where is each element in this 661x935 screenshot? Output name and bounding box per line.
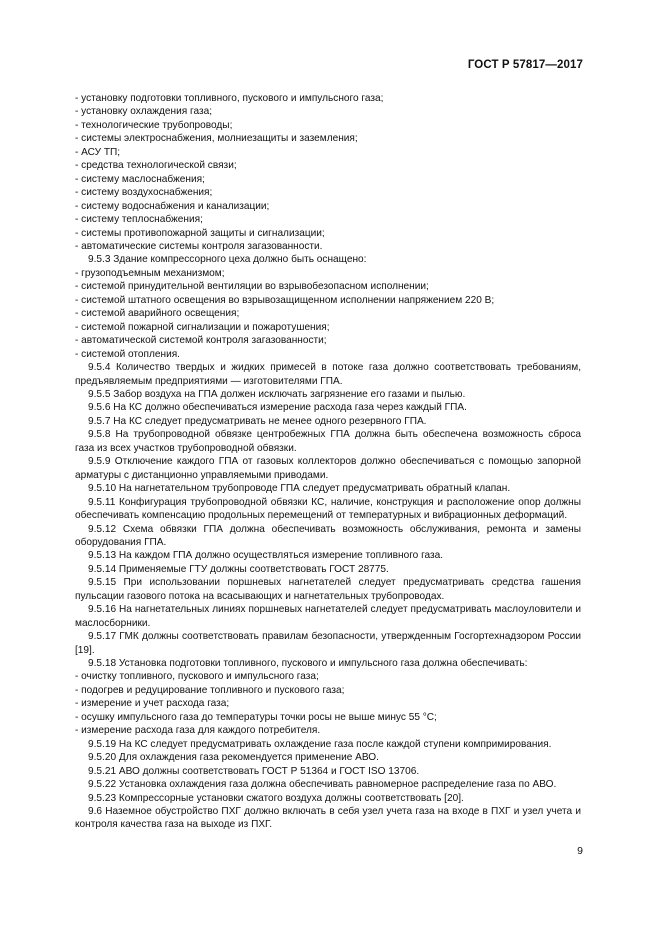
list-item: - грузоподъемным механизмом; bbox=[75, 267, 225, 279]
list-item: - системой аварийного освещения; bbox=[75, 308, 240, 320]
list-item: - подогрев и редуцирование топливного и пускового газа; bbox=[75, 684, 345, 696]
page-number: 9 bbox=[577, 845, 583, 857]
list-item: - автоматической системой контроля загазованности; bbox=[75, 335, 327, 347]
equipment-list bbox=[75, 92, 581, 253]
clause-9-5-7: 9.5.7 На КС следует предусматривать не менее одного резервного ГПА. bbox=[88, 415, 427, 427]
clause-9-5-15: 9.5.15 При использовании поршневых нагнетателей следует предусматривать средства гашения пульсации газового потока на всасывающих и нагнетательных трубопроводах. bbox=[75, 577, 581, 602]
clause-9-5-8: 9.5.8 На трубопроводной обвязке центробежных ГПА должна быть обеспечена возможность сброса газа из всех участков трубопроводной обвязки. bbox=[75, 429, 581, 454]
list-item: - средства технологической связи; bbox=[75, 160, 237, 172]
building-equipment-list bbox=[75, 267, 581, 361]
clause-9-5-4: 9.5.4 Количество твердых и жидких примесей в потоке газа должно соответствовать требованиям, предъявляемым предприятиями — изготовителями ГПА. bbox=[75, 362, 581, 387]
list-item: - автоматические системы контроля загазованности. bbox=[75, 240, 323, 252]
clause-9-5-20: 9.5.20 Для охлаждения газа рекомендуется применение АВО. bbox=[88, 752, 379, 764]
clause-9-5-6: 9.5.6 На КС должно обеспечиваться измерение расхода газа через каждый ГПА. bbox=[88, 402, 467, 414]
clause-9-5-11: 9.5.11 Конфигурация трубопроводной обвязки КС, наличие, конструкция и расположение опор должны обеспечивать компенсацию продольных перемещений от температурных и вибрационных деформаций. bbox=[75, 496, 581, 522]
list-item: - системы противопожарной защиты и сигнализации; bbox=[75, 227, 325, 239]
list-item: - систему воздухоснабжения; bbox=[75, 187, 213, 199]
list-item: - установку охлаждения газа; bbox=[75, 106, 212, 118]
document-code: ГОСТ Р 57817—2017 bbox=[467, 59, 583, 71]
clause-9-5-10: 9.5.10 На нагнетательном трубопроводе ГПА следует предусматривать обратный клапан. bbox=[88, 483, 511, 495]
list-item: - измерение расхода газа для каждого потребителя. bbox=[75, 725, 321, 737]
clause-9-5-21: 9.5.21 АВО должны соответствовать ГОСТ Р 51364 и ГОСТ ISO 13706. bbox=[88, 765, 420, 777]
list-item: - АСУ ТП; bbox=[75, 146, 121, 158]
clause-9-5-18: 9.5.18 Установка подготовки топливного, пускового и импульсного газа должна обеспечивать: bbox=[88, 658, 528, 670]
clause-9-5-19: 9.5.19 На КС следует предусматривать охлаждение газа после каждой ступени компримирования. bbox=[88, 738, 552, 750]
clause-9-5-9: 9.5.9 Отключение каждого ГПА от газовых коллекторов должно обеспечиваться с помощью запорной арматуры с дистанционно управляемыми приводами. bbox=[75, 456, 581, 481]
clause-9-5-5: 9.5.5 Забор воздуха на ГПА должен исключать загрязнение его газами и пылью. bbox=[88, 388, 466, 400]
list-item: - систему водоснабжения и канализации; bbox=[75, 200, 270, 212]
document-body bbox=[75, 92, 581, 832]
list-item: - установку подготовки топливного, пускового и импульсного газа; bbox=[75, 93, 384, 104]
list-item: - технологические трубопроводы; bbox=[75, 119, 233, 131]
clause-9-5-12: 9.5.12 Схема обвязки ГПА должна обеспечивать возможность обслуживания, ремонта и замены оборудования ГПА. bbox=[75, 523, 581, 548]
list-item: - системой пожарной сигнализации и пожаротушения; bbox=[75, 321, 330, 333]
clause-9-6: 9.6 Наземное обустройство ПХГ должно включать в себя узел учета газа на входе в ПХГ и узел учета и контроля качества газа на выходе из ПХГ. bbox=[75, 806, 581, 831]
list-item: - измерение и учет расхода газа; bbox=[75, 698, 230, 710]
clause-9-5-23: 9.5.23 Компрессорные установки сжатого воздуха должны соответствовать [20]. bbox=[88, 792, 464, 804]
gas-preparation-list bbox=[75, 670, 581, 737]
clause-9-5-17: 9.5.17 ГМК должны соответствовать правилам безопасности, утвержденным Госгортехнадзором России [19]. bbox=[75, 631, 581, 656]
list-item: - системы электроснабжения, молниезащиты и заземления; bbox=[75, 133, 358, 145]
clause-9-5-16: 9.5.16 На нагнетательных линиях поршневых нагнетателей следует предусматривать маслоуловители и маслосборники. bbox=[75, 604, 581, 629]
list-item: - системой отопления. bbox=[75, 348, 180, 360]
clause-9-5-22: 9.5.22 Установка охлаждения газа должна обеспечивать равномерное распределение газа по АВО. bbox=[88, 779, 557, 791]
clause-9-5-3: 9.5.3 Здание компрессорного цеха должно быть оснащено: bbox=[88, 254, 367, 266]
list-item: - очистку топливного, пускового и импульсного газа; bbox=[75, 671, 319, 683]
list-item: - системой принудительной вентиляции во взрывобезопасном исполнении; bbox=[75, 281, 429, 293]
clause-9-5-13: 9.5.13 На каждом ГПА должно осуществляться измерение топливного газа. bbox=[88, 550, 444, 562]
list-item: - осушку импульсного газа до температуры точки росы не выше минус 55 °С; bbox=[75, 711, 437, 723]
clause-9-5-14: 9.5.14 Применяемые ГТУ должны соответствовать ГОСТ 28775. bbox=[88, 563, 389, 575]
list-item: - систему теплоснабжения; bbox=[75, 214, 203, 226]
list-item: - системой штатного освещения во взрывозащищенном исполнении напряжением 220 В; bbox=[75, 294, 495, 306]
list-item: - систему маслоснабжения; bbox=[75, 173, 205, 185]
